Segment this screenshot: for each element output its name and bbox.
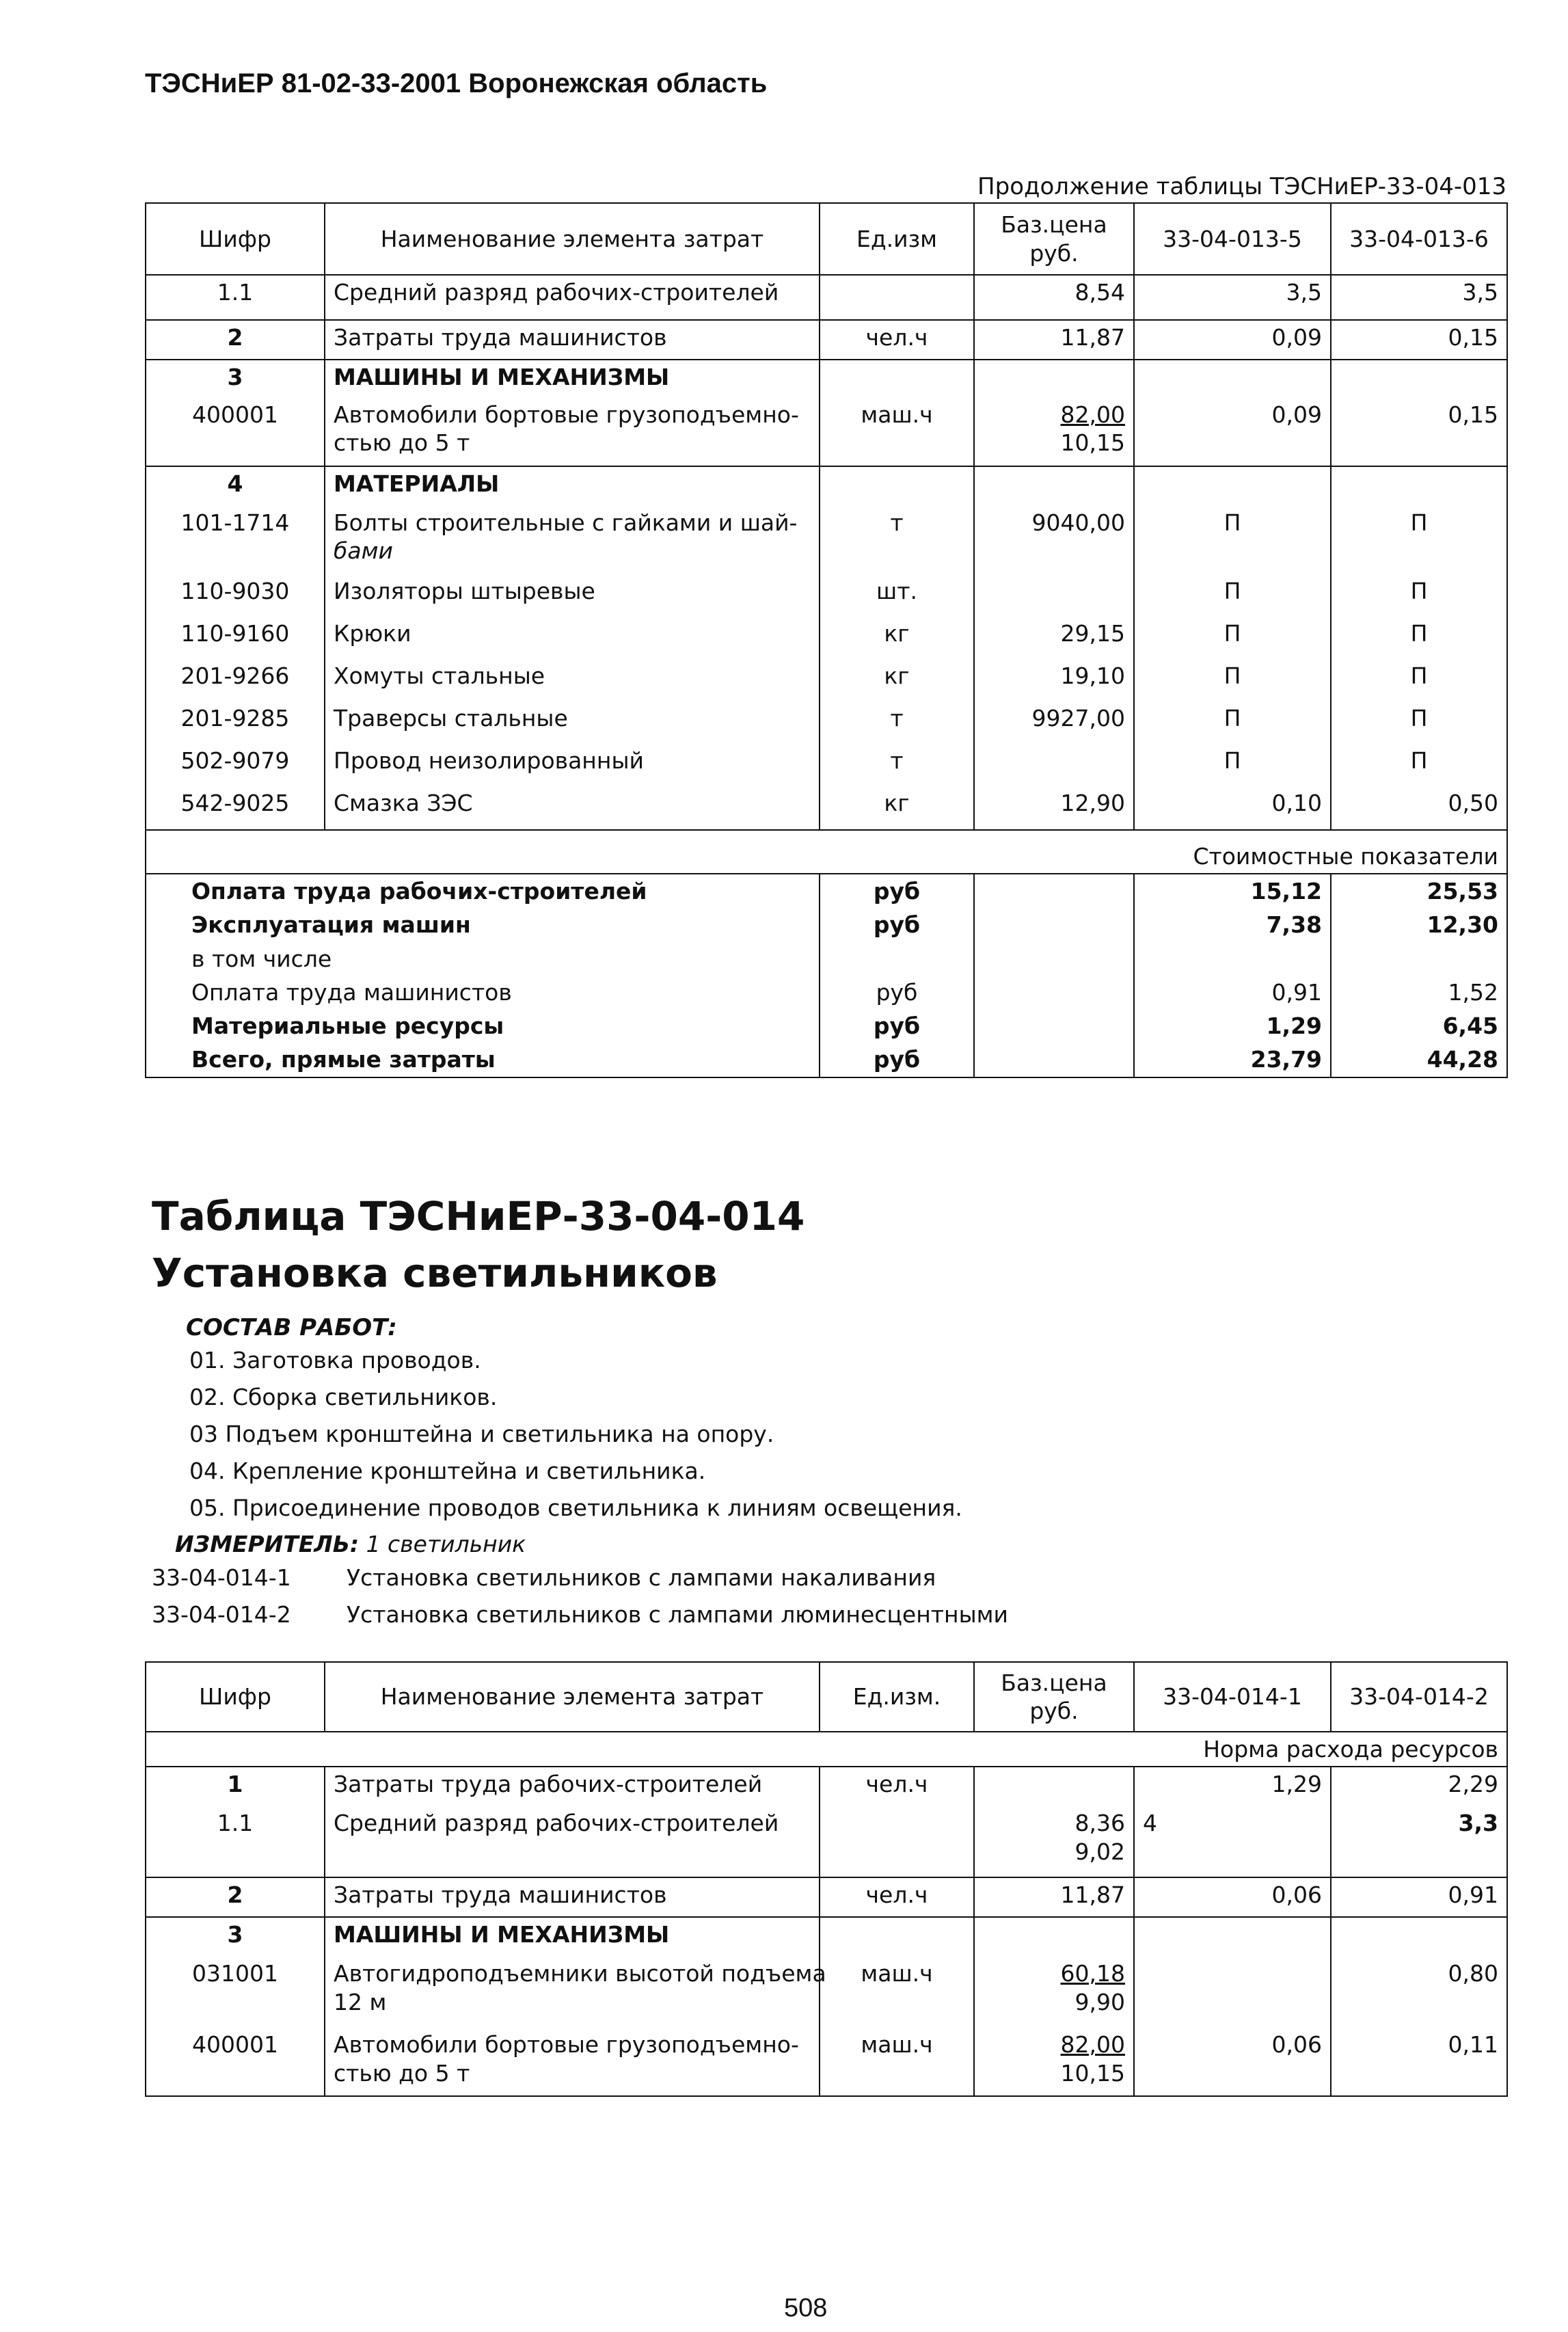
table-row: [146, 744, 1507, 786]
row-value-1: П: [1134, 659, 1331, 701]
resource-table-013: [145, 202, 1508, 1078]
row-unit: чел.ч: [820, 1767, 974, 1806]
table-row: [146, 701, 1507, 744]
row-name: Провод неизолированный: [325, 744, 820, 786]
row-price: 12,90: [974, 786, 1134, 830]
col-header-code: Шифр: [146, 1662, 325, 1732]
section-row: [146, 1917, 1507, 1957]
cost-value-2: 44,28: [1331, 1043, 1507, 1077]
col-header-code-2: 33-04-014-2: [1331, 1662, 1507, 1732]
table-row: [146, 659, 1507, 701]
cost-caption: Стоимостные показатели: [146, 830, 1507, 874]
meter-line: [175, 1531, 526, 1557]
row-value-1: 0,06: [1134, 1877, 1331, 1917]
row-value-1: П: [1134, 701, 1331, 744]
row-value-2: 0,50: [1331, 786, 1507, 830]
row-name: Смазка ЗЭС: [325, 786, 820, 830]
row-code: 101-1714: [180, 509, 290, 536]
row-name-continued: бами: [334, 537, 393, 565]
row-code: 1: [227, 1771, 243, 1798]
row-code: 201-9285: [180, 705, 290, 732]
row-price: 11,87: [974, 320, 1134, 360]
row-price-secondary: 10,15: [1060, 2059, 1125, 2087]
row-unit: маш.ч: [820, 398, 974, 466]
row-price: [974, 744, 1134, 786]
row-name: Крюки: [325, 617, 820, 659]
row-unit: кг: [820, 659, 974, 701]
row-value-2: 2,29: [1331, 1767, 1507, 1806]
cost-row: [146, 1009, 1507, 1043]
cost-value-1: [1134, 942, 1331, 976]
row-value-1: П: [1134, 506, 1331, 574]
row-name: Средний разряд рабочих-строителей: [325, 275, 820, 320]
running-header: ТЭСНиЕР 81-02-33-2001 Воронежская область: [145, 68, 768, 98]
row-value-1: 0,09: [1134, 398, 1331, 466]
cost-caption-row: [146, 830, 1507, 874]
cost-value-1: 23,79: [1134, 1043, 1331, 1077]
row-name: Траверсы стальные: [325, 701, 820, 744]
section-title: Таблица ТЭСНиЕР-33-04-014: [152, 1193, 805, 1239]
row-price: 9927,00: [974, 701, 1134, 744]
cost-value-2: 6,45: [1331, 1009, 1507, 1043]
work-item: 01. Заготовка проводов.: [189, 1347, 481, 1373]
row-value-2: 0,15: [1331, 398, 1507, 466]
col-header-name: Наименование элемента затрат: [325, 1662, 820, 1732]
section-heading: МАТЕРИАЛЫ: [325, 466, 820, 506]
row-value-2: П: [1331, 617, 1507, 659]
row-code: 3: [146, 360, 325, 398]
row-value-2: П: [1331, 659, 1507, 701]
row-value-1: 1,29: [1134, 1767, 1331, 1806]
table-row: [146, 1767, 1507, 1806]
cost-row: [146, 874, 1507, 908]
code-line: [152, 1601, 1008, 1628]
table-row: [146, 275, 1507, 320]
row-unit: [820, 1806, 974, 1877]
row-name: Средний разряд рабочих-строителей: [325, 1806, 820, 1877]
row-name: Изоляторы штыревые: [325, 574, 820, 617]
row-unit: маш.ч: [820, 1957, 974, 2028]
row-value-1-secondary: 4: [1143, 1810, 1157, 1837]
row-value-1: 0,10: [1134, 786, 1331, 830]
cost-row: [146, 908, 1507, 941]
cost-name: Эксплуатация машин: [191, 911, 471, 939]
table-row: [146, 786, 1507, 830]
row-price-secondary: 9,90: [1074, 1988, 1125, 2015]
col-header-name: Наименование элемента затрат: [325, 203, 820, 275]
row-unit: кг: [820, 786, 974, 830]
cost-unit: руб: [820, 976, 974, 1009]
row-name: Автогидроподъемники высотой подъема: [334, 1960, 826, 1987]
cost-value-1: 0,91: [1134, 976, 1331, 1009]
table-row: [146, 506, 1507, 574]
table-row: [146, 1957, 1507, 2028]
row-code: 110-9030: [180, 578, 290, 604]
row-price: 19,10: [974, 659, 1134, 701]
row-name: Затраты труда машинистов: [325, 1877, 820, 1917]
row-name: Затраты труда рабочих-строителей: [325, 1767, 820, 1806]
row-value-2: 0,80: [1331, 1957, 1507, 2028]
col-header-price: Баз.цена руб.: [974, 203, 1134, 275]
row-price: [974, 574, 1134, 617]
row-value-2: 3,3: [1331, 1806, 1507, 1877]
table-row: [146, 1877, 1507, 1917]
cost-value-2: [1331, 942, 1507, 976]
row-name-continued: 12 м: [334, 1988, 387, 2015]
cost-unit: руб: [820, 874, 974, 908]
row-value-2: П: [1331, 506, 1507, 574]
row-unit: т: [820, 506, 974, 574]
row-unit: шт.: [820, 574, 974, 617]
row-price: 82,00: [1060, 401, 1125, 428]
cost-name: Оплата труда рабочих-строителей: [191, 878, 647, 904]
row-value-1: 3,5: [1134, 275, 1331, 320]
row-price-secondary: 10,15: [1060, 429, 1125, 457]
row-price-secondary: 9,02: [1074, 1838, 1125, 1865]
col-header-code-1: 33-04-014-1: [1134, 1662, 1331, 1732]
row-value-2: П: [1331, 574, 1507, 617]
table-row: [146, 398, 1507, 466]
cost-name: Материальные ресурсы: [191, 1013, 504, 1039]
cost-unit: руб: [820, 1009, 974, 1043]
row-price: 60,18: [1060, 1960, 1125, 1987]
cost-name: Оплата труда машинистов: [191, 978, 512, 1006]
row-code: 031001: [192, 1960, 278, 1987]
page-number: 508: [784, 2294, 828, 2322]
row-code: 1.1: [217, 279, 254, 306]
table-continuation-caption: Продолжение таблицы ТЭСНиЕР-33-04-013: [977, 173, 1506, 200]
work-item: 03 Подъем кронштейна и светильника на опору.: [189, 1421, 774, 1447]
row-unit: [820, 275, 974, 320]
row-price: 11,87: [974, 1877, 1134, 1917]
row-name-continued: стью до 5 т: [334, 2059, 470, 2087]
col-header-unit: Ед.изм: [820, 203, 974, 275]
row-name: Автомобили бортовые грузоподъемно-: [334, 2031, 799, 2059]
section-heading: МАШИНЫ И МЕХАНИЗМЫ: [325, 360, 820, 398]
cost-value-1: 15,12: [1134, 874, 1331, 908]
resource-table-014: [145, 1661, 1508, 2097]
row-code: 502-9079: [180, 747, 290, 774]
row-value-2: 0,91: [1331, 1877, 1507, 1917]
col-header-code: Шифр: [146, 203, 325, 275]
table-row: [146, 574, 1507, 617]
row-value-2: П: [1331, 701, 1507, 744]
row-value-1: 0,09: [1134, 320, 1331, 360]
norm-caption-row: [146, 1732, 1507, 1767]
row-unit: чел.ч: [820, 1877, 974, 1917]
col-header-price: Баз.цена руб.: [974, 1662, 1134, 1732]
row-unit: т: [820, 701, 974, 744]
table-row: [146, 2028, 1507, 2096]
row-code: 110-9160: [180, 620, 290, 647]
row-code: 3: [146, 1917, 325, 1957]
row-price: 82,00: [1060, 2031, 1125, 2059]
norm-caption: Норма расхода ресурсов: [146, 1732, 1507, 1767]
row-code: 4: [146, 466, 325, 506]
row-value-2: 0,15: [1331, 320, 1507, 360]
cost-unit: руб: [820, 1043, 974, 1077]
row-value-1: П: [1134, 574, 1331, 617]
row-code: 2: [146, 1877, 325, 1917]
row-code: 1.1: [217, 1810, 254, 1837]
table-row: [146, 320, 1507, 360]
section-row: [146, 466, 1507, 506]
cost-name: Всего, прямые затраты: [191, 1046, 496, 1073]
section-heading: МАШИНЫ И МЕХАНИЗМЫ: [325, 1917, 820, 1957]
col-header-unit: Ед.изм.: [820, 1662, 974, 1732]
code-description: Установка светильников с лампами люминесцентными: [347, 1601, 1008, 1628]
row-unit: кг: [820, 617, 974, 659]
col-header-code-6: 33-04-013-6: [1331, 203, 1507, 275]
row-value-2: 3,5: [1331, 275, 1507, 320]
work-composition-title: СОСТАВ РАБОТ:: [186, 1314, 397, 1341]
row-name: Хомуты стальные: [325, 659, 820, 701]
cost-row: [146, 976, 1507, 1009]
cost-row: [146, 942, 1507, 976]
code-number: 33-04-014-2: [152, 1601, 291, 1628]
section-subtitle: Установка светильников: [152, 1250, 718, 1296]
cost-value-2: 12,30: [1331, 908, 1507, 941]
code-number: 33-04-014-1: [152, 1564, 291, 1591]
col-header-code-5: 33-04-013-5: [1134, 203, 1331, 275]
cost-value-1: 1,29: [1134, 1009, 1331, 1043]
cost-value-1: 7,38: [1134, 908, 1331, 941]
cost-name: в том числе: [191, 945, 332, 972]
row-name: Автомобили бортовые грузоподъемно- стью до 5 т: [325, 398, 820, 466]
row-price: 8,54: [974, 275, 1134, 320]
row-unit: т: [820, 744, 974, 786]
work-item: 05. Присоединение проводов светильника к линиям освещения.: [189, 1495, 962, 1521]
row-price: [974, 1767, 1134, 1806]
row-code: 400001: [192, 401, 278, 428]
work-item: 02. Сборка светильников.: [189, 1384, 498, 1410]
cost-unit: руб: [820, 908, 974, 941]
row-name: Болты строительные с гайками и шай-: [334, 509, 798, 536]
row-value-2: 0,11: [1331, 2028, 1507, 2096]
row-value-1: [1134, 1957, 1331, 2028]
section-row: [146, 360, 1507, 398]
row-unit: чел.ч: [820, 320, 974, 360]
row-value-1: 0,06: [1134, 2028, 1331, 2096]
row-code: 542-9025: [180, 790, 290, 816]
table-row: [146, 617, 1507, 659]
cost-row-total: [146, 1043, 1507, 1077]
row-price: 29,15: [974, 617, 1134, 659]
row-price: 8,36: [1074, 1810, 1125, 1837]
meter-value: 1 светильник: [366, 1531, 526, 1557]
row-value-1: П: [1134, 617, 1331, 659]
row-name: Затраты труда машинистов: [325, 320, 820, 360]
row-code: 400001: [192, 2031, 278, 2059]
table-row: [146, 1806, 1507, 1877]
cost-unit: [820, 942, 974, 976]
meter-label: ИЗМЕРИТЕЛЬ:: [175, 1531, 360, 1557]
code-line: [152, 1564, 936, 1591]
row-unit: маш.ч: [820, 2028, 974, 2096]
row-value-1: П: [1134, 744, 1331, 786]
row-value-2: П: [1331, 744, 1507, 786]
row-code: 2: [146, 320, 325, 360]
row-price: 9040,00: [974, 506, 1134, 574]
cost-value-2: 25,53: [1331, 874, 1507, 908]
cost-value-2: 1,52: [1331, 976, 1507, 1009]
row-code: 201-9266: [180, 662, 290, 689]
code-description: Установка светильников с лампами накаливания: [347, 1564, 936, 1591]
work-item: 04. Крепление кронштейна и светильника.: [189, 1458, 706, 1484]
